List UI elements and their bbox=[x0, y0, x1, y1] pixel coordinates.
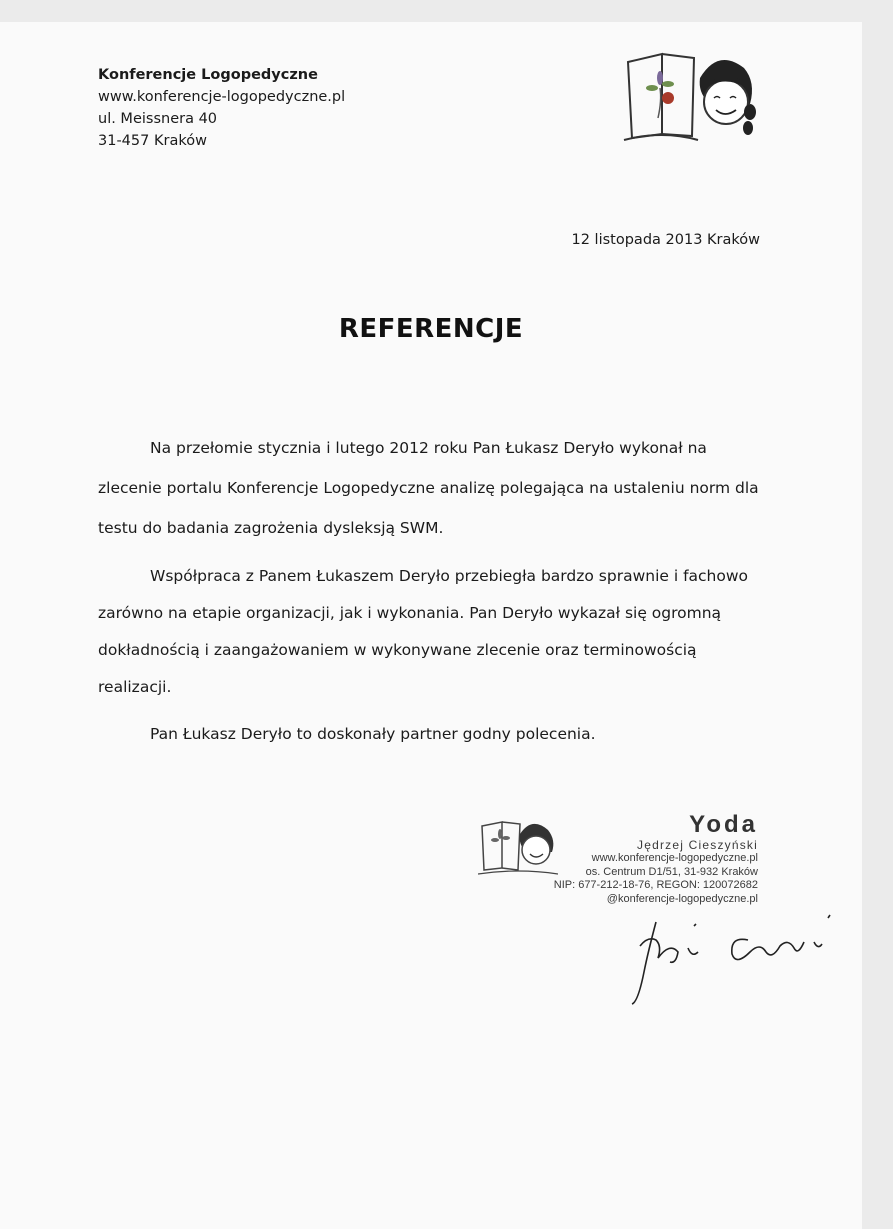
body-paragraph: Na przełomie stycznia i lutego 2012 roku Pan Łukasz Deryło wykonał na zlecenie portalu Konferencje Logopedyczne analizę polegająca na ustaleniu norm dla testu do badania zagrożenia dysleksją SWM. bbox=[98, 439, 759, 537]
stamp-email: @konferencje-logopedyczne.pl bbox=[606, 892, 758, 905]
letter-title: REFERENCJE bbox=[338, 314, 524, 344]
book-and-girl-logo-icon bbox=[622, 48, 762, 144]
stamp-logo-icon bbox=[478, 816, 558, 878]
body-paragraph: Pan Łukasz Deryło to doskonały partner godny polecenia. bbox=[150, 725, 596, 743]
body-paragraph: Współpraca z Panem Łukaszem Deryło przebiegła bardzo sprawnie i fachowo zarówno na etapie organizacji, jak i wykonania. Pan Deryło wykazał się ogromną dokładnością i zaangażowaniem w wykonywane zlecenie oraz terminowością realizacji. bbox=[98, 567, 749, 696]
stamp-text bbox=[554, 812, 758, 906]
stamp-website: www.konferencje-logopedyczne.pl bbox=[591, 852, 758, 864]
stamp-ids: NIP: 677-212-18-76, REGON: 120072682 bbox=[553, 879, 758, 891]
sender-address-block bbox=[98, 64, 345, 152]
sender-organization: Konferencje Logopedyczne bbox=[98, 67, 318, 83]
sender-street: ul. Meissnera 40 bbox=[98, 111, 218, 127]
company-stamp bbox=[478, 812, 758, 912]
sender-city: 31-457 Kraków bbox=[98, 133, 207, 149]
letter-body bbox=[98, 428, 768, 754]
sender-website: www.konferencje-logopedyczne.pl bbox=[98, 89, 346, 105]
stamp-name: Jędrzej Cieszyński bbox=[637, 838, 758, 852]
letter-date: 12 listopada 2013 Kraków bbox=[571, 232, 760, 248]
stamp-brand: Yoda bbox=[689, 811, 758, 838]
stamp-address: os. Centrum D1/51, 31-932 Kraków bbox=[585, 865, 758, 878]
handwritten-signature bbox=[618, 912, 848, 1012]
